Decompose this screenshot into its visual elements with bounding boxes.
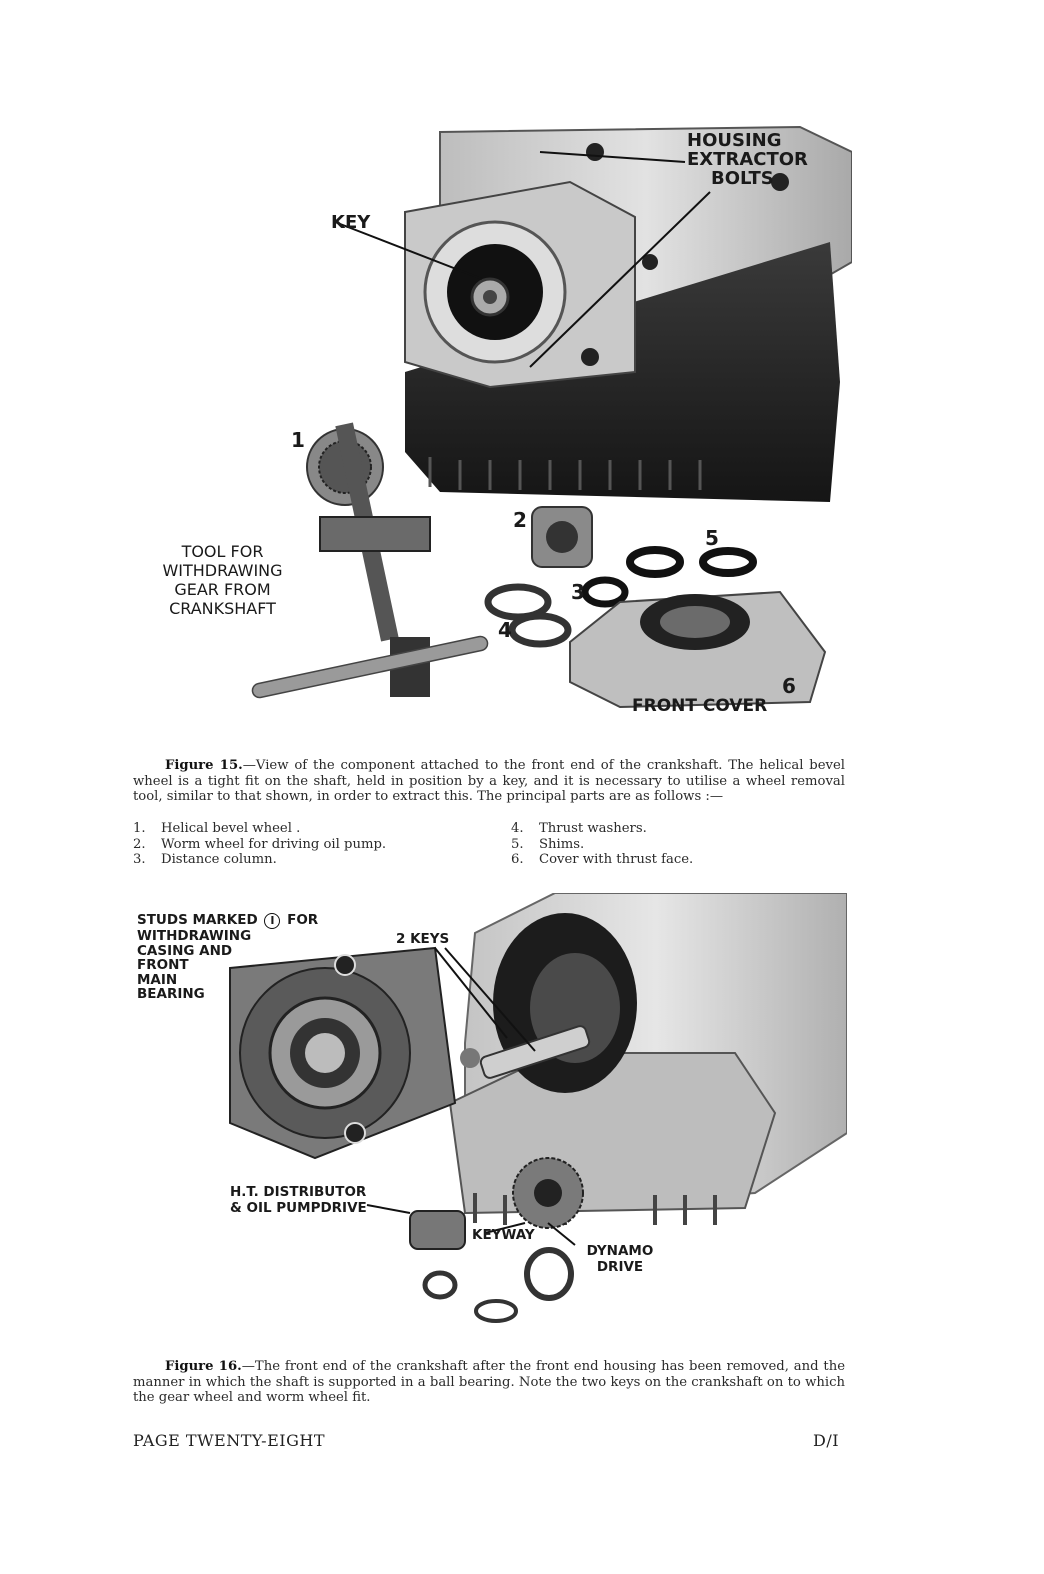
- circled-i-icon: I: [264, 913, 280, 929]
- label-line: DYNAMO: [586, 1243, 654, 1259]
- keyway-label: KEYWAY: [472, 1227, 535, 1243]
- two-keys-label: 2 KEYS: [396, 931, 450, 947]
- figure-16-caption-text: —The front end of the crankshaft after the front end housing has been removed, and the manner in which the shaft is supported in a ball bearing. Note the two keys on the crankshaft on to which the gear wheel and worm wheel fit.: [133, 1359, 845, 1406]
- label-line: STUDS MARKED: [137, 912, 258, 928]
- housing-extractor-bolts-label: [687, 132, 808, 189]
- section-label: D/I: [813, 1431, 840, 1450]
- figure-15-caption: [133, 758, 845, 805]
- label-line: BEARING: [137, 986, 205, 1002]
- part-number-3: 3: [571, 580, 585, 604]
- dynamo-drive-label: [580, 1243, 660, 1275]
- part-number-5: 5: [705, 526, 719, 550]
- list-item: 1. Helical bevel wheel .: [133, 821, 301, 836]
- figure-16-caption: [133, 1359, 845, 1406]
- label-line: GEAR FROM: [174, 580, 271, 599]
- figure-16-label: Figure 16.: [165, 1359, 242, 1374]
- label-line: BOLTS: [711, 167, 774, 189]
- list-item: 3. Distance column.: [133, 852, 277, 868]
- label-line: H.T. DISTRIBUTOR: [230, 1184, 367, 1200]
- list-item: 4. Thrust washers.: [511, 821, 647, 836]
- label-line: MAIN: [137, 971, 178, 988]
- list-item: 5. Shims.: [511, 836, 585, 852]
- label-line: CASING AND: [137, 942, 233, 959]
- label-line: FOR: [287, 912, 319, 928]
- label-line: DRIVE: [596, 1259, 644, 1275]
- label-line: FRONT: [137, 957, 189, 973]
- label-line: CRANKSHAFT: [169, 599, 276, 618]
- figure-15-parts-list: [133, 821, 845, 869]
- label-line: & OIL PUMPDRIVE: [230, 1200, 367, 1216]
- front-cover-label: FRONT COVER: [632, 696, 768, 716]
- list-item: 2. Worm wheel for driving oil pump.: [133, 836, 387, 852]
- part-number-1: 1: [291, 428, 305, 452]
- label-line: WITHDRAWING: [137, 928, 252, 944]
- page-label: PAGE TWENTY-EIGHT: [133, 1431, 325, 1450]
- figure-15-label: Figure 15.: [165, 758, 243, 773]
- part-number-6: 6: [782, 674, 796, 698]
- studs-marked-label: [137, 913, 318, 1002]
- list-item: 6. Cover with thrust face.: [511, 852, 694, 868]
- label-line: TOOL FOR: [181, 542, 264, 561]
- label-line: EXTRACTOR: [687, 148, 808, 170]
- ht-distributor-label: [230, 1184, 367, 1216]
- part-number-4: 4: [498, 618, 512, 642]
- figure-15-caption-text: —View of the component attached to the front end of the crankshaft. The helical bevel wheel is a tight fit on the shaft, held in position by a key, and it is necessary to utilise a wheel removal tool, similar to that shown, in order to extract this. The principal parts are as follows :—: [133, 758, 845, 805]
- label-line: HOUSING: [687, 130, 782, 151]
- key-label: KEY: [331, 212, 371, 233]
- tool-label: [140, 542, 305, 618]
- part-number-2: 2: [513, 508, 527, 532]
- label-line: WITHDRAWING: [162, 561, 283, 580]
- studs-first-line: [137, 913, 318, 929]
